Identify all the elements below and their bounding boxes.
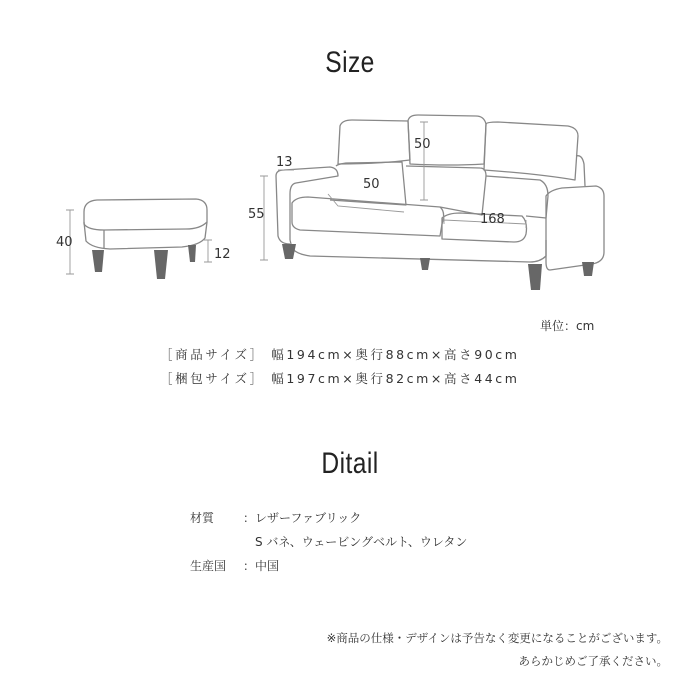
origin-value: ：中国 [243,559,280,573]
material-label: 材質 [190,511,215,525]
sofa-back-right-cushion [484,122,578,180]
package-size-row [160,369,520,387]
product-size-value: 幅194cm×奥行88cm×高さ90cm [271,347,520,362]
detail-heading: Ditail [321,447,379,480]
seat-depth-label: 50 [363,177,380,192]
note-line1: ※商品の仕様・デザインは予告なく変更になることがございます。 [326,631,668,645]
sofa-left-arm [276,167,338,240]
package-size-value: 幅197cm×奥行82cm×高さ44cm [271,371,520,386]
ottoman-illustration [84,199,207,249]
back-cushion-label: 50 [414,137,431,152]
ottoman-height-label: 40 [56,235,73,250]
sofa-height-label: 55 [248,207,265,222]
material-value-line1: ：レザーファブリック [243,511,362,525]
package-size-label: ［梱包サイズ］ [160,371,265,386]
unit-label: 単位：cm [540,319,595,333]
sofa-right-arm [546,186,604,270]
size-heading: Size [325,46,375,79]
sofa-legs [92,244,594,290]
origin-label: 生産国 [190,559,227,573]
ottoman-leg-label: 12 [214,247,231,262]
sofa-dimension-diagram [0,0,700,310]
armrest-width-label: 13 [276,155,293,170]
seat-width-label: 168 [480,212,505,227]
product-size-label: ［商品サイズ］ [160,347,265,362]
sofa-back-left-cushion [338,120,410,164]
material-value-line2: S バネ、ウェービングベルト、ウレタン [255,535,468,549]
note-line2: あらかじめご了承ください。 [518,654,668,668]
product-size-row [160,345,520,363]
